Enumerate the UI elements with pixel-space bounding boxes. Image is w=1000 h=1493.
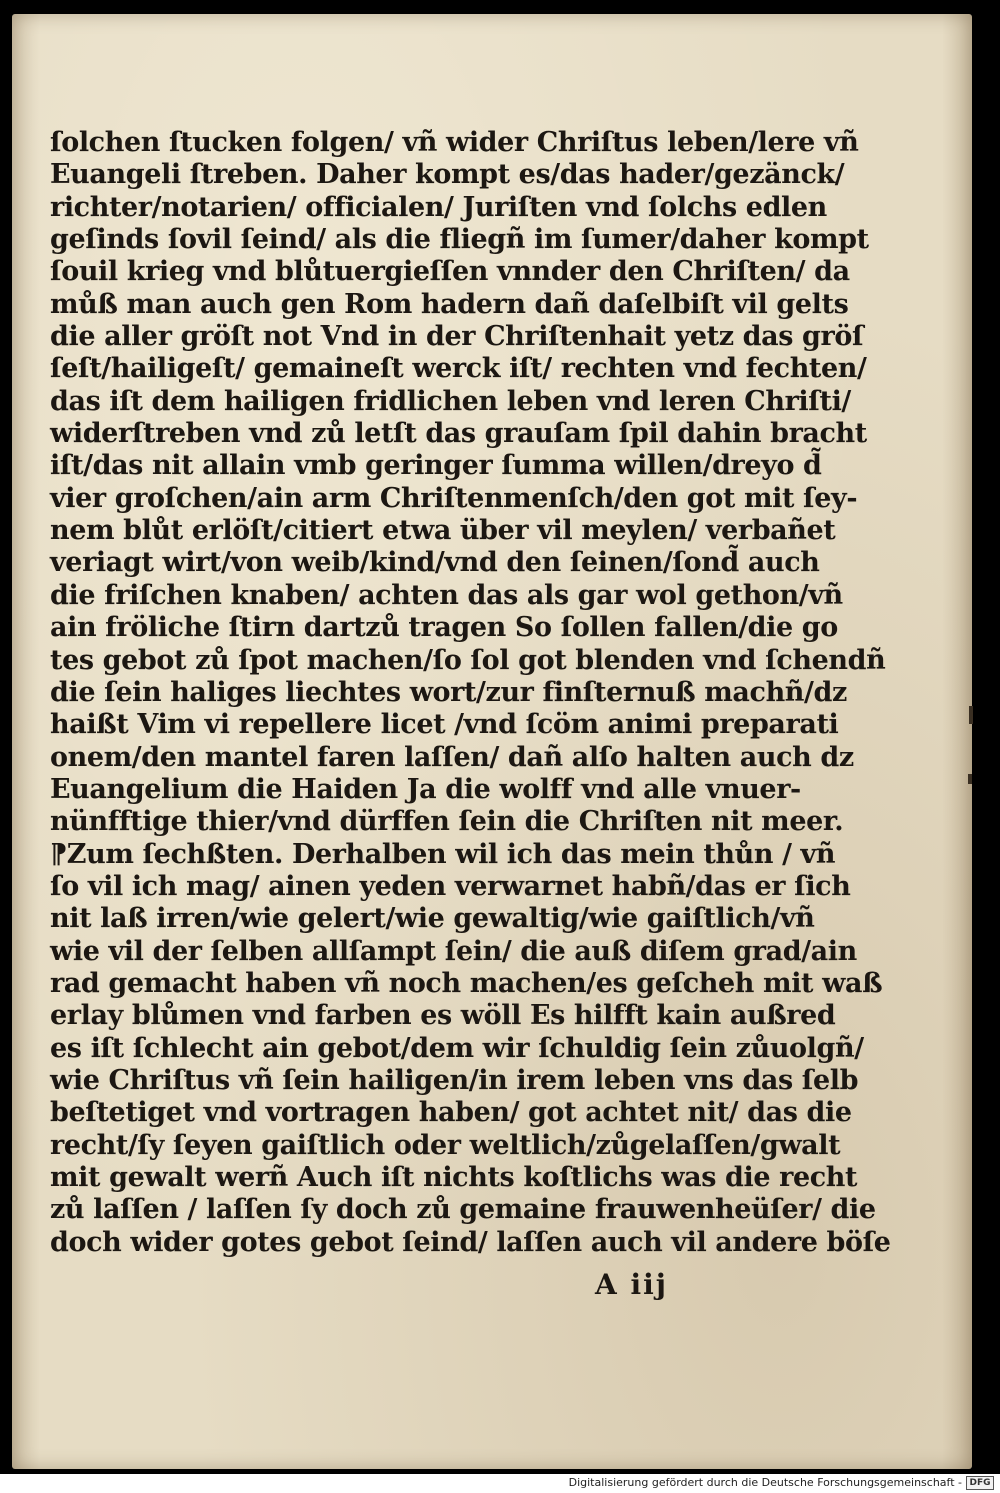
text-line: widerſtreben vnd zů letſt das grauſam ſpil dahin bracht (50, 418, 867, 450)
signature-mark: A iij (595, 1268, 668, 1301)
text-line: onem/den mantel faren laſſen/ dañ alſo halten auch dz (50, 741, 854, 773)
text-line: mit gewalt werñ Auch iſt nichts koſtlichs was die recht (50, 1162, 858, 1193)
text-line: ſouil krieg vnd blůtuergieſſen vnnder den Chriſten/ da (50, 256, 850, 288)
text-line: das iſt dem hailigen fridlichen leben vnd leren Chriſti/ (50, 385, 851, 417)
text-line: veriagt wirt/von weib/kind/vnd den ſeinen/ſond̃ auch (50, 547, 820, 579)
text-line: recht/ſy ſeyen gaiſtlich oder weltlich/zůgelaſſen/gwalt (50, 1129, 841, 1161)
text-line: rad gemacht haben vñ noch machen/es geſcheh mit waß (50, 967, 883, 999)
text-line: Euangeli ſtreben. Daher kompt es/das hader/gezänck/ (50, 159, 845, 191)
body-text (50, 127, 891, 1259)
text-line: ain fröliche ſtirn dartzů tragen So ſollen fallen/die go (50, 612, 838, 644)
text-line: doch wider gotes gebot ſeind/ laſſen auch vil andere böſe (50, 1226, 891, 1258)
text-line: wie vil der ſelben allſampt ſein/ die auß diſem grad/ain (50, 935, 857, 967)
dfg-logo-icon: DFG (966, 1476, 994, 1490)
text-line: nünfftige thier/vnd dürffen ſein die Chriſten nit meer. (50, 806, 844, 838)
text-line: wie Chriſtus vñ ſein hailigen/in irem leben vns das ſelb (50, 1064, 859, 1096)
text-line: es iſt ſchlecht ain gebot/dem wir ſchuldig ſein zůuolgñ/ (50, 1032, 864, 1064)
text-line: Euangelium die Haiden Ja die wolff vnd alle vnuer- (50, 773, 801, 805)
text-line: vier groſchen/ain arm Chriſtenmenſch/den got mit ſey- (50, 482, 858, 514)
text-line: můß man auch gen Rom hadern dañ daſelbiſt vil gelts (50, 288, 849, 320)
text-line: richter/notarien/ officialen/ Juriſten vnd ſolchs edlen (50, 191, 827, 223)
book-page (12, 14, 972, 1469)
margin-mark (968, 774, 972, 784)
text-line: ſolchen ſtucken folgen/ vñ wider Chriſtus leben/lere vñ (50, 127, 859, 158)
text-line: geſinds ſovil ſeind/ als die fliegñ im ſumer/daher kompt (50, 224, 869, 256)
text-line: die aller gröſt not Vnd in der Chriſtenhait yetz das gröſ (50, 321, 864, 353)
text-line: ſo vil ich mag/ ainen yeden verwarnet habñ/das er ſich (50, 870, 851, 902)
text-line: iſt/das nit allain vmb geringer ſumma willen/dreyo d̃ (50, 450, 822, 482)
digitization-footer (0, 1474, 1000, 1493)
text-line: beſtetiget vnd vortragen haben/ got achtet nit/ das die (50, 1097, 852, 1129)
text-line: ſeſt/hailigeſt/ gemaineſt werck iſt/ rechten vnd fechten/ (50, 353, 867, 385)
text-line: die ſein haliges liechtes wort/zur finſternuß machñ/dz (50, 676, 847, 708)
text-line: zů laſſen / laſſen ſy doch zů gemaine frauwenheüſer/ die (50, 1194, 876, 1226)
text-line: nit laß irren/wie gelert/wie gewaltig/wie gaiſtlich/vñ (50, 903, 815, 935)
text-line: erlay blůmen vnd farben es wöll Es hilfft kain außred (50, 1000, 836, 1032)
text-line: haißt Vim vi repellere licet /vnd ſcöm animi preparati (50, 709, 839, 741)
margin-mark (969, 706, 973, 724)
text-line: tes gebot zů ſpot machen/ſo ſol got blenden vnd ſchendñ (50, 644, 886, 676)
text-line: nem blůt erlöſt/citiert etwa über vil meylen/ verbañet (50, 515, 836, 547)
text-line: die friſchen knaben/ achten das als gar wol gethon/vñ (50, 579, 843, 611)
text-line: ⁋Zum ſechßten. Derhalben wil ich das mein thůn / vñ (50, 838, 836, 870)
funding-credit: Digitalisierung gefördert durch die Deutsche Forschungsgemeinschaft - (568, 1476, 962, 1489)
